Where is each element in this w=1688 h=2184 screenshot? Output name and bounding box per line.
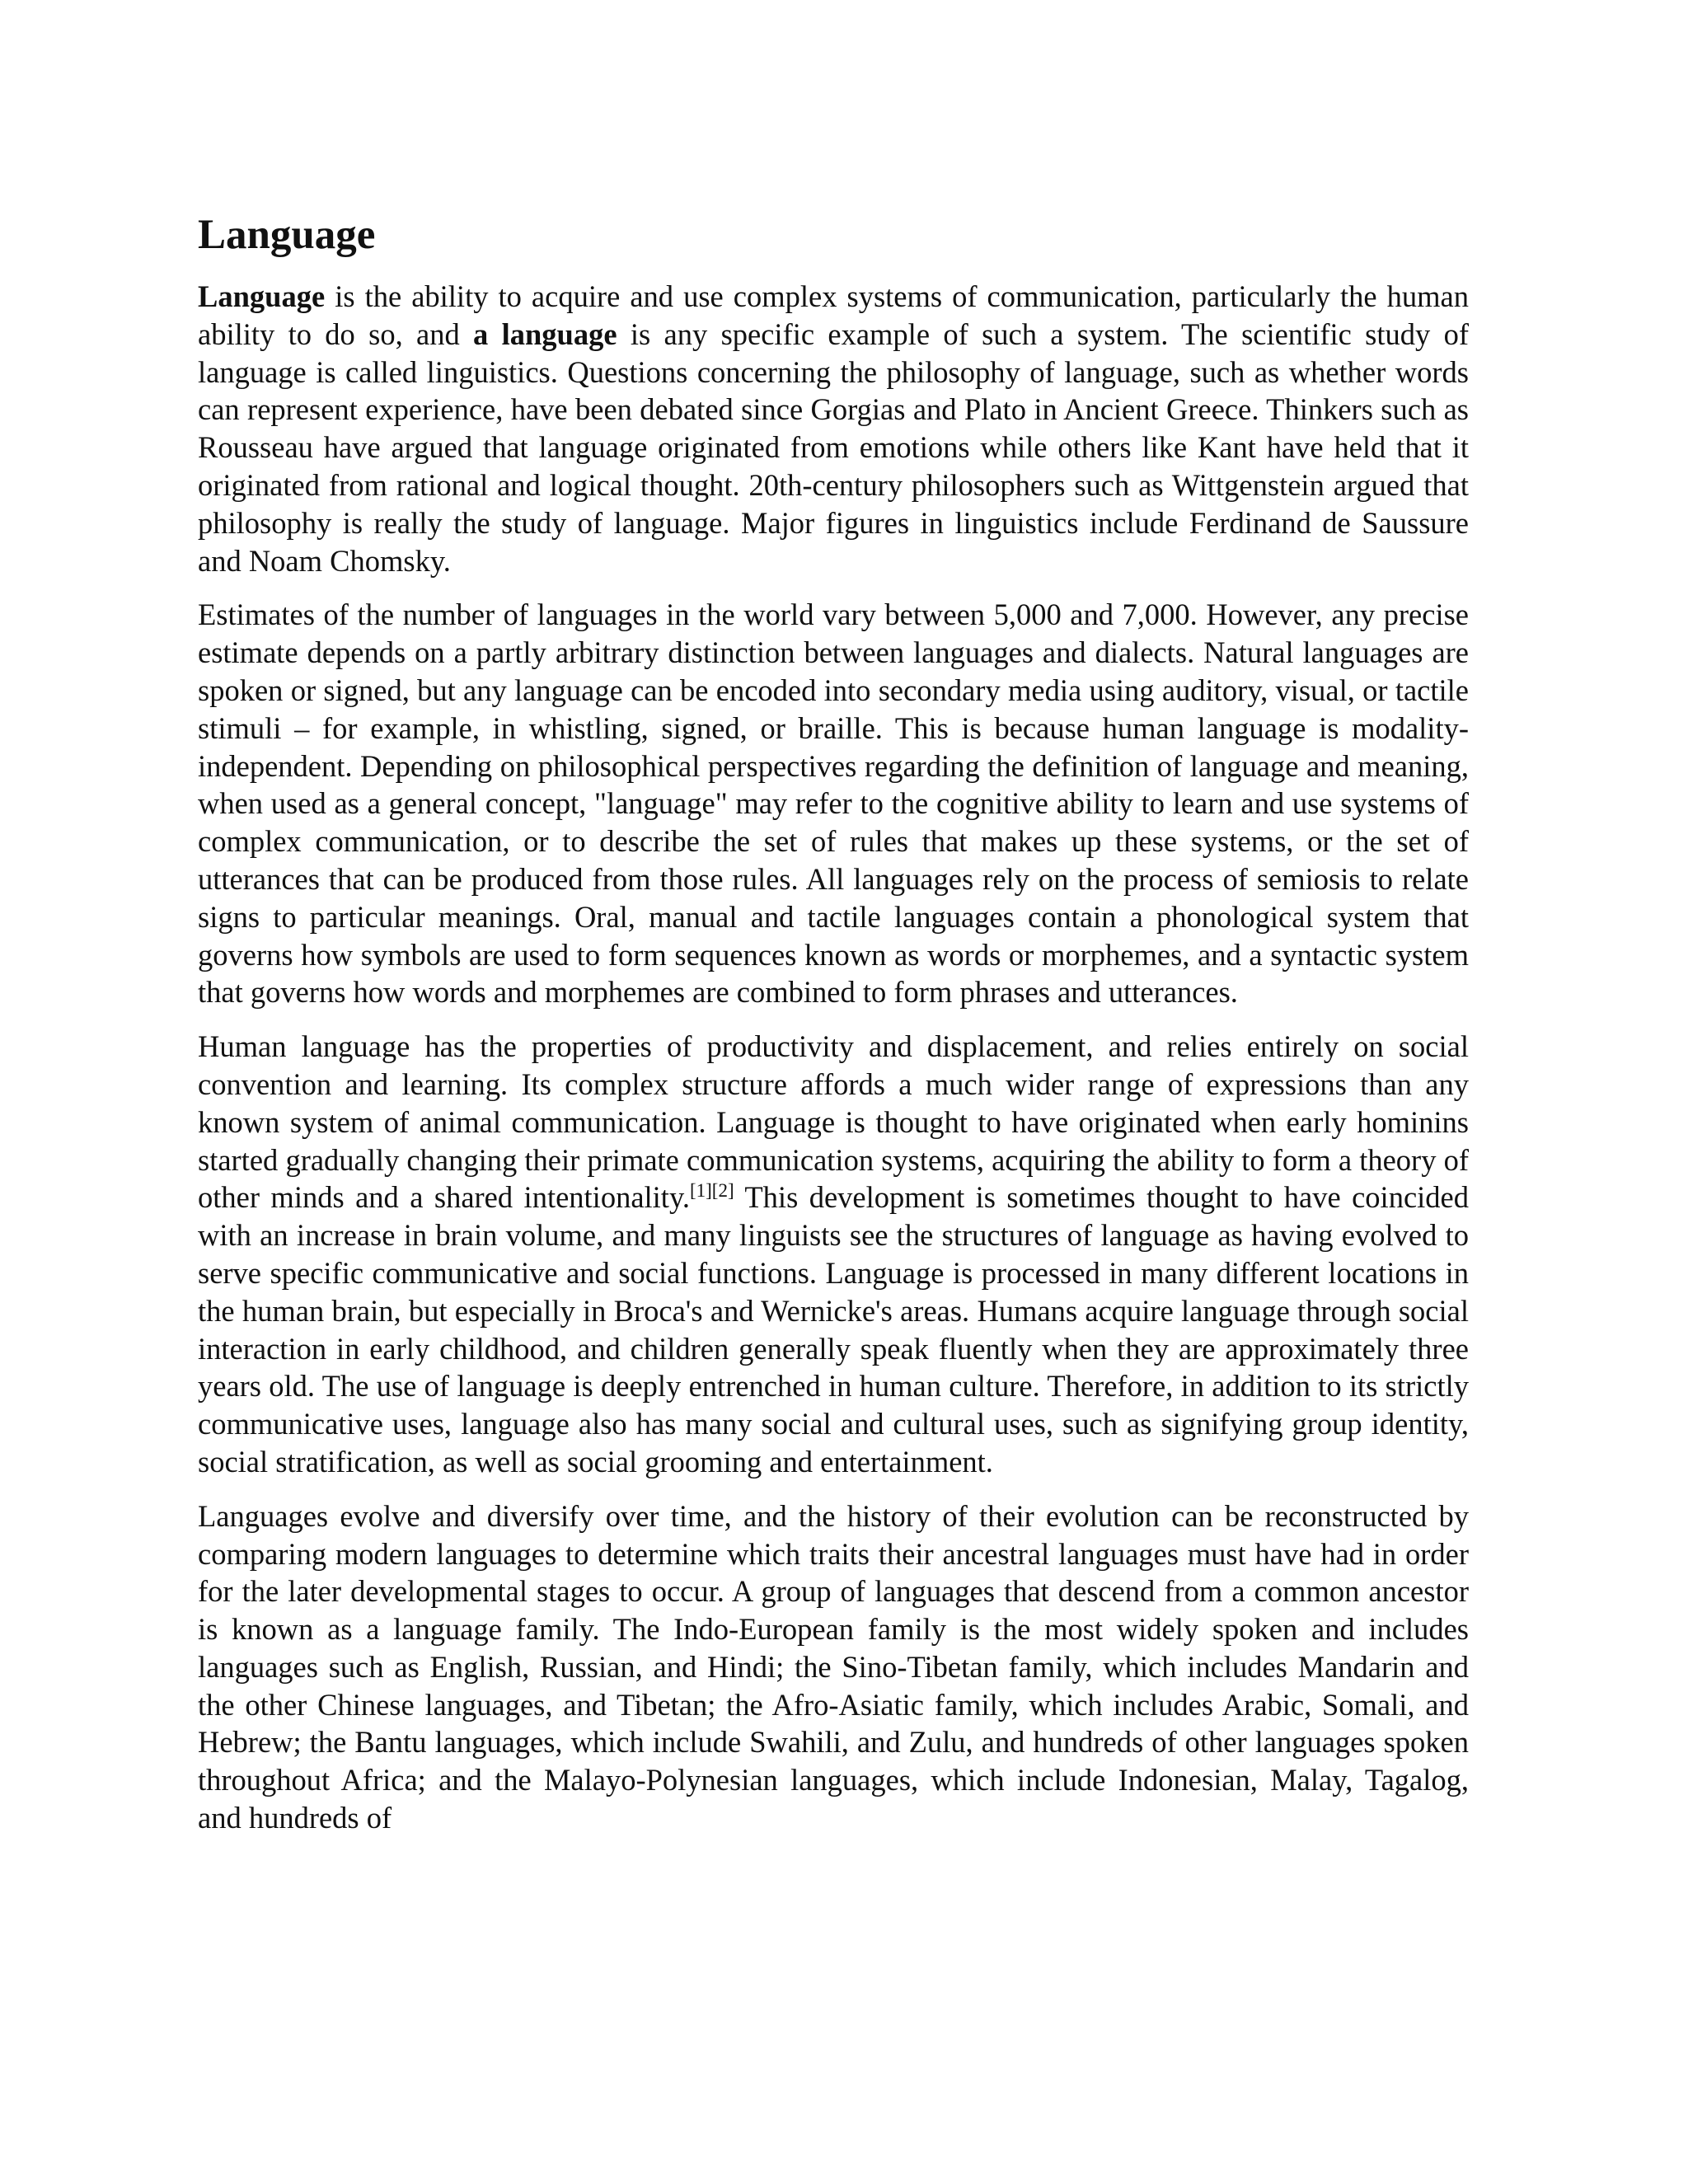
paragraph-intro [198,278,1469,579]
paragraph-evolution: Languages evolve and diversify over time, and the history of their evolution can be reconstructed by comparing modern languages to determine which traits their ancestral languages must have had in order for the later developmental stages to occur. A group of languages that descend from a common ancestor is known as a language family. The Indo-European family is the most widely spoken and includes languages such as English, Russian, and Hindi; the Sino-Tibetan family, which includes Mandarin and the other Chinese languages, and Tibetan; the Afro-Asiatic family, which includes Arabic, Somali, and Hebrew; the Bantu languages, which include Swahili, and Zulu, and hundreds of other languages spoken throughout Africa; and the Malayo-Polynesian languages, which include Indonesian, Malay, Tagalog, and hundreds of [198,1498,1469,1835]
paragraph-human-language [198,1028,1469,1481]
paragraph-human-language-text-2: This development is sometimes thought to have coincided with an increase in brain volume, and many linguists see the structures of language as having evolved to serve specific communicative and social functions. Language is processed in many different locations in the human brain, but especially in Broca's and Wernicke's areas. Humans acquire language through social interaction in early childhood, and children generally speak fluently when they are approximately three years old. The use of language is deeply entrenched in human culture. Therefore, in addition to its strictly communicative uses, language also has many social and cultural uses, such as signifying group identity, social stratification, as well as social grooming and entertainment. [198,1180,1469,1479]
term-a-language: a language [473,316,617,351]
paragraph-estimates: Estimates of the number of languages in the world vary between 5,000 and 7,000. However, any precise estimate depends on a partly arbitrary distinction between languages and dialects. Natural languages are spoken or signed, but any language can be encoded into secondary media using auditory, visual, or tactile stimuli – for example, in whistling, signed, or braille. This is because human language is modality-independent. Depending on philosophical perspectives regarding the definition of language and meaning, when used as a general concept, "language" may refer to the cognitive ability to learn and use systems of complex communication, or to describe the set of rules that makes up these systems, or the set of utterances that can be produced from those rules. All languages rely on the process of semiosis to relate signs to particular meanings. Oral, manual and tactile languages contain a phonological system that governs how symbols are used to form sequences known as words or morphemes, and a syntactic system that governs how words and morphemes are combined to form phrases and utterances. [198,598,1469,1010]
page-title: Language [198,212,376,258]
citation-ref-1[interactable]: [1] [689,1180,712,1202]
paragraph-intro-text-2: is any specific example of such a system. The scientific study of language is called linguistics. Questions concerning the philosophy of language, such as whether words can represent experience, have been debated since Gorgias and Plato in Ancient Greece. Thinkers such as Rousseau have argued that language originated from emotions while others like Kant have held that it originated from rational and logical thought. 20th-century philosophers such as Wittgenstein argued that philosophy is really the study of language. Major figures in linguistics include Ferdinand de Saussure and Noam Chomsky. [198,316,1469,578]
paragraph-intro-text-1: is the ability to acquire and use complex systems of communication, particularly the human ability to do so, and [198,279,1469,351]
paragraph-human-language-text-1: Human language has the properties of productivity and displacement, and relies entirely on social convention and learning. Its complex structure affords a much wider range of expressions than any known system of animal communication. Language is thought to have originated when early hominins started gradually changing their primate communication systems, acquiring the ability to form a theory of other minds and a shared intentionality. [198,1029,1469,1215]
document-page [198,210,1469,1854]
citation-ref-2[interactable]: [2] [711,1180,734,1202]
term-language: Language [198,279,326,313]
